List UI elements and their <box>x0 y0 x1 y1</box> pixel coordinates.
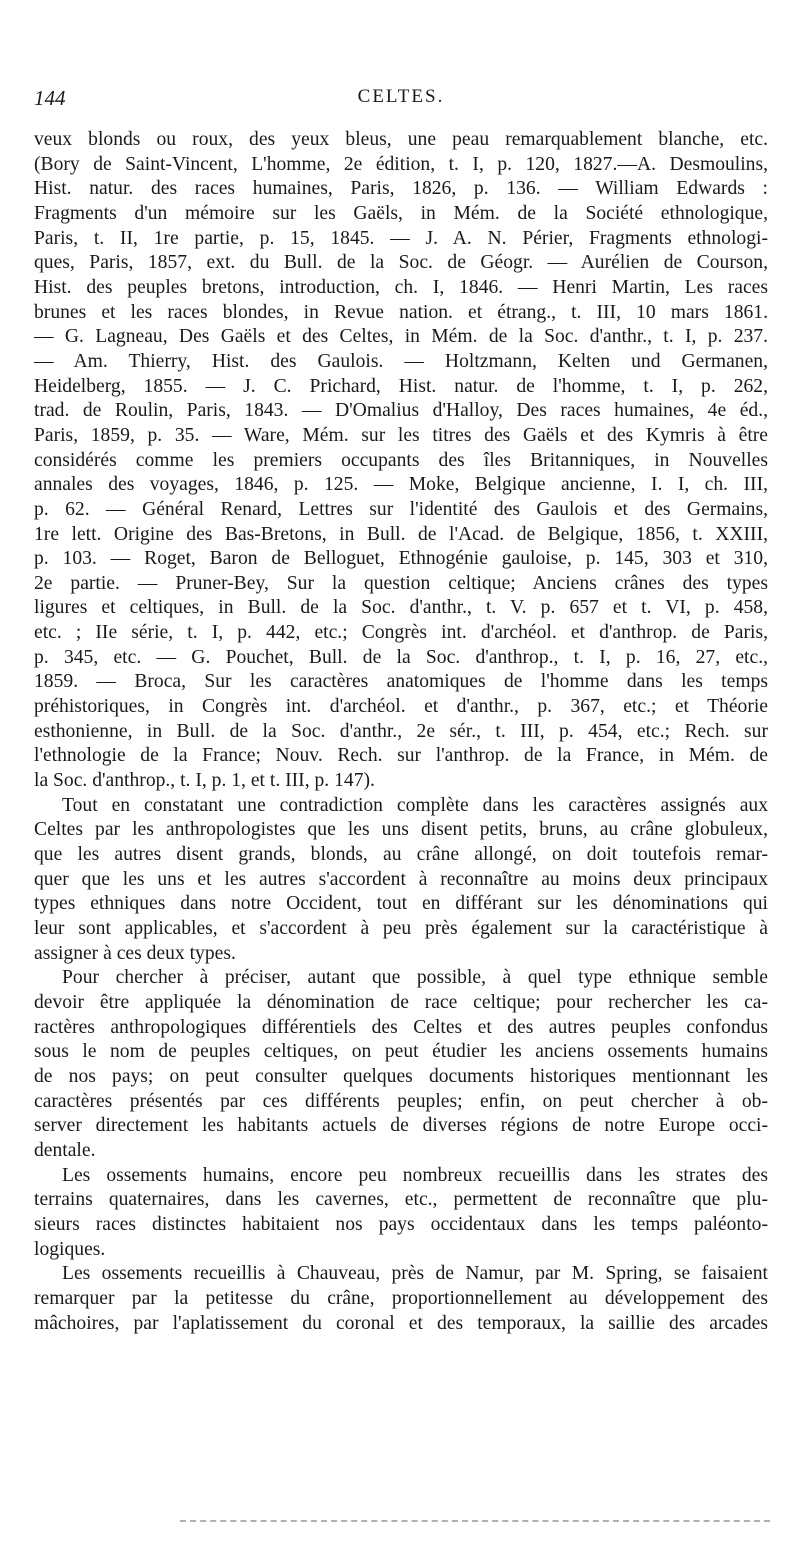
text-line: assigner à ces deux types. <box>34 942 236 964</box>
text-line: sous le nom de peuples celtiques, on peut étudier les anciens ossements humains <box>34 1041 768 1063</box>
text-line: ractères anthropologiques différentiels des Celtes et des autres peuples confondus <box>34 1016 768 1038</box>
text-line: terrains quaternaires, dans les cavernes, etc., permettent de reconnaître que plu- <box>34 1189 768 1211</box>
running-title: CELTES. <box>357 86 445 107</box>
text-line: Tout en constatant une contradiction complète dans les caractères assignés aux <box>62 794 768 816</box>
text-line: Les ossements humains, encore peu nombreux recueillis dans les strates des <box>62 1164 768 1186</box>
text-line: mâchoires, par l'aplatissement du coronal et des temporaux, la saillie des arcades <box>34 1312 768 1334</box>
text-line: brunes et les races blondes, in Revue nation. et étrang., t. III, 10 mars 1861. <box>34 301 768 323</box>
text-line: etc. ; IIe série, t. I, p. 442, etc.; Congrès int. d'archéol. et d'anthrop. de Paris, <box>34 622 768 644</box>
page-number: 144 <box>34 86 66 110</box>
page-header <box>34 86 768 116</box>
text-line: sieurs races distinctes habitaient nos pays occidentaux dans les temps paléonto- <box>34 1213 768 1235</box>
text-line: (Bory de Saint-Vincent, L'homme, 2e édition, t. I, p. 120, 1827.—A. Desmoulins, <box>34 153 768 175</box>
text-line: p. 62. — Général Renard, Lettres sur l'identité des Gaulois et des Germains, <box>34 498 768 520</box>
text-line: leur sont applicables, et s'accordent à peu près également sur la caractéristique à <box>34 918 768 939</box>
text-line: — G. Lagneau, Des Gaëls et des Celtes, in Mém. de la Soc. d'anthr., t. I, p. 237. <box>34 326 768 348</box>
text-line: caractères présentés par ces différents peuples; enfin, on peut chercher à ob- <box>34 1090 768 1112</box>
text-line: veux blonds ou roux, des yeux bleus, une peau remarquablement blanche, etc. <box>34 129 768 150</box>
text-line: considérés comme les premiers occupants des îles Britanniques, in Nouvelles <box>34 449 768 471</box>
text-line: Heidelberg, 1855. — J. C. Prichard, Hist. natur. de l'homme, t. I, p. 262, <box>34 375 768 397</box>
text-line: logiques. <box>34 1238 106 1260</box>
text-line: annales des voyages, 1846, p. 125. — Moke, Belgique ancienne, I. I, ch. III, <box>34 474 768 496</box>
text-line: l'ethnologie de la France; Nouv. Rech. sur l'anthrop. de la France, in Mém. de <box>34 745 768 767</box>
text-line: remarquer par la petitesse du crâne, proportionnellement au développement des <box>34 1287 768 1309</box>
text-line: devoir être appliquée la dénomination de race celtique; pour rechercher les ca- <box>34 991 768 1013</box>
body-text <box>34 128 768 1336</box>
text-line: server directement les habitants actuels de diverses régions de notre Europe occi- <box>34 1115 768 1137</box>
text-line: p. 103. — Roget, Baron de Belloguet, Ethnogénie gauloise, p. 145, 303 et 310, <box>34 548 768 570</box>
text-line: trad. de Roulin, Paris, 1843. — D'Omalius d'Halloy, Des races humaines, 4e éd., <box>34 400 768 422</box>
text-line: quer que les uns et les autres s'accordent à reconnaître au moins deux principaux <box>34 868 768 890</box>
text-line: 1859. — Broca, Sur les caractères anatomiques de l'homme dans les temps <box>34 671 768 693</box>
text-line: Paris, t. II, 1re partie, p. 15, 1845. — J. A. N. Périer, Fragments ethnologi- <box>34 227 768 249</box>
text-line: Hist. des peuples bretons, introduction, ch. I, 1846. — Henri Martin, Les races <box>34 276 768 298</box>
text-line: Fragments d'un mémoire sur les Gaëls, in Mém. de la Société ethnologique, <box>34 202 768 224</box>
text-line: 1re lett. Origine des Bas-Bretons, in Bull. de l'Acad. de Belgique, 1856, t. XXIII, <box>34 523 768 545</box>
footer-rule <box>180 1520 770 1522</box>
text-line: dentale. <box>34 1139 96 1161</box>
text-line: Les ossements recueillis à Chauveau, près de Namur, par M. Spring, se faisaient <box>62 1263 768 1285</box>
text-line: Hist. natur. des races humaines, Paris, 1826, p. 136. — William Edwards : <box>34 178 768 200</box>
text-line: Celtes par les anthropologistes que les uns disent petits, bruns, au crâne globuleux, <box>34 819 768 841</box>
text-line: la Soc. d'anthrop., t. I, p. 1, et t. III, p. 147). <box>34 770 375 792</box>
text-line: de nos pays; on peut consulter quelques documents historiques mentionnant les <box>34 1065 768 1087</box>
text-line: ques, Paris, 1857, ext. du Bull. de la Soc. de Géogr. — Aurélien de Courson, <box>34 252 768 274</box>
text-line: Paris, 1859, p. 35. — Ware, Mém. sur les titres des Gaëls et des Kymris à être <box>34 424 768 446</box>
text-line: — Am. Thierry, Hist. des Gaulois. — Holtzmann, Kelten und Germanen, <box>34 350 768 372</box>
text-line: ligures et celtiques, in Bull. de la Soc. d'anthr., t. V. p. 657 et t. VI, p. 458, <box>34 597 768 619</box>
text-line: p. 345, etc. — G. Pouchet, Bull. de la Soc. d'anthrop., t. I, p. 16, 27, etc., <box>34 646 768 668</box>
text-line: Pour chercher à préciser, autant que possible, à quel type ethnique semble <box>62 967 768 989</box>
text-line: préhistoriques, in Congrès int. d'archéol. et d'anthr., p. 367, etc.; et Théorie <box>34 696 768 718</box>
text-line: esthonienne, in Bull. de la Soc. d'anthr., 2e sér., t. III, p. 454, etc.; Rech. sur <box>34 720 768 742</box>
text-line: types ethniques dans notre Occident, tout en différant sur les dénominations qui <box>34 893 768 915</box>
text-line: 2e partie. — Pruner-Bey, Sur la question celtique; Anciens crânes des types <box>34 572 768 594</box>
text-line: que les autres disent grands, blonds, au crâne allongé, on doit toutefois remar- <box>34 844 768 866</box>
